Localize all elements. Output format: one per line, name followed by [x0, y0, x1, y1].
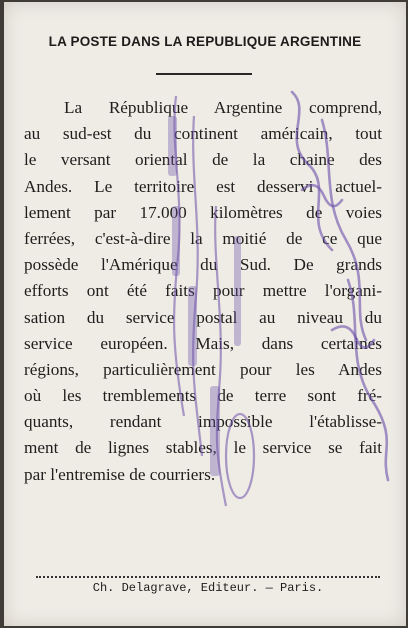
title-divider — [156, 73, 252, 75]
footer-divider — [36, 576, 380, 578]
body-line: La République Argentine comprend, — [64, 98, 382, 117]
body-line: le versant oriental de la chaine des — [24, 150, 382, 170]
body-line: régions, particulièrement pour les Andes — [24, 359, 382, 379]
body-line: efforts ont été faits pour mettre l'organi- — [24, 281, 382, 301]
body-line: service européen. Mais, dans certaines — [24, 333, 382, 353]
body-line: ferrées, c'est-à-dire la moitié de ce que — [24, 228, 382, 248]
body-line: possède l'Amérique du Sud. De grands — [24, 255, 382, 275]
body-line: au sud-est du continent américain, tout — [24, 124, 382, 144]
body-paragraph — [24, 95, 382, 488]
trade-card — [4, 2, 406, 626]
card-title: LA POSTE DANS LA REPUBLIQUE ARGENTINE — [48, 34, 362, 49]
body-line: par l'entremise de courriers. — [24, 464, 216, 484]
body-line: ment de lignes stables, le service se fait — [24, 438, 382, 458]
publisher-credit: Ch. Delagrave, Editeur. — Paris. — [92, 581, 324, 595]
body-line: quants, rendant impossible l'établisse- — [24, 412, 382, 432]
body-line: sation du service postal au niveau du — [24, 307, 382, 327]
body-line: lement par 17.000 kilomètres de voies — [24, 202, 382, 222]
body-line: Andes. Le territoire est desservi actuel- — [24, 176, 382, 196]
body-line: où les tremblements de terre sont fré- — [24, 386, 382, 406]
